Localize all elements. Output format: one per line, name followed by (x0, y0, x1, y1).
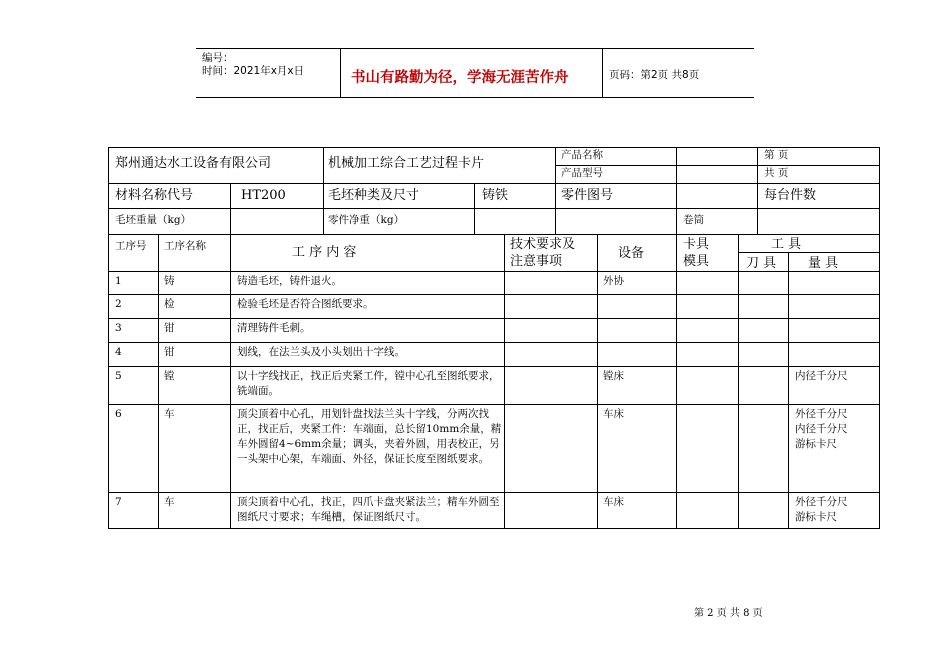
col-fixture-2: 模具 (683, 254, 710, 269)
grid-line (323, 183, 324, 209)
op-equipment: 镗床 (603, 370, 624, 382)
blank-weight-label: 毛坯重量（kg） (115, 214, 192, 226)
row-line (108, 294, 880, 295)
blank-type-label: 毛坯种类及尺寸 (328, 188, 420, 203)
grid-line (757, 208, 758, 235)
op-number: 1 (115, 275, 122, 287)
col-op-name: 工序名称 (164, 240, 206, 252)
gauge-item: 外径千分尺 (795, 496, 848, 508)
product-model-label: 产品型号 (561, 167, 603, 179)
per-unit-label: 每台件数 (764, 188, 817, 203)
op-content: 清理铸件毛刺。 (237, 322, 311, 334)
op-gauge (795, 369, 877, 384)
col-tools: 工 具 (771, 237, 802, 252)
row-line (108, 528, 880, 529)
gauge-item: 内径千分尺 (795, 423, 848, 435)
grid-line (597, 234, 598, 529)
grid-line (504, 234, 505, 529)
time-label: 时间：2021年x月x日 (202, 65, 305, 77)
grid-line (738, 234, 739, 529)
grid-line (474, 183, 475, 209)
grid-line (323, 208, 324, 235)
grid-line (757, 147, 758, 184)
col-tech-2: 注意事项 (510, 254, 563, 269)
op-number: 7 (115, 496, 122, 508)
op-name: 车 (164, 408, 175, 420)
op-number: 3 (115, 322, 122, 334)
header-meta (196, 49, 340, 97)
grid-line (676, 234, 677, 529)
row-line (108, 342, 880, 343)
op-content: 顶尖顶着中心孔，用划针盘找法兰头十字线，分两次找正，找正后，夹紧工件：车端面，总长留10mm余量，精车外圆留4~6mm余量；调头，夹着外圆，用表校正，另一头架中心架，车端面、外径，保证长度至图纸要求。 (237, 408, 502, 465)
op-number: 4 (115, 346, 122, 358)
page-label: 页码：第2页 共8页 (609, 69, 700, 81)
grid-line (555, 147, 556, 184)
col-content: 工 序 内 容 (292, 245, 357, 260)
op-content: 划线，在法兰头及小头划出十字线。 (237, 346, 405, 358)
op-content: 铸造毛坯，铸件退火。 (237, 275, 342, 287)
grid-line (555, 183, 556, 209)
card-title: 机械加工综合工艺过程卡片 (328, 156, 485, 171)
page-header (196, 48, 754, 98)
product-name-label: 产品名称 (561, 149, 603, 161)
right-border (879, 147, 880, 529)
gauge-item: 内径千分尺 (795, 370, 848, 382)
code-label: 编号： (202, 52, 234, 64)
tools-split-line (738, 252, 880, 253)
op-content: 以十字线找正，找正后夹紧工件，镗中心孔至图纸要求，铣端面。 (237, 370, 500, 397)
row-line (108, 366, 880, 367)
op-equipment: 外协 (603, 275, 624, 287)
roll-label: 卷筒 (683, 214, 704, 226)
op-number: 6 (115, 408, 122, 420)
grid-line (230, 208, 231, 235)
col-op-no: 工序号 (115, 240, 147, 252)
op-name: 镗 (164, 370, 175, 382)
gauge-item: 游标卡尺 (795, 511, 837, 523)
row-line (108, 492, 880, 493)
row-line (108, 271, 880, 272)
op-equipment: 车床 (603, 496, 624, 508)
row-line (108, 208, 880, 209)
op-content: 检验毛坯是否符合图纸要求。 (237, 298, 374, 310)
col-equipment: 设备 (618, 246, 645, 261)
material-label: 材料名称代号 (115, 188, 194, 203)
row-line (108, 318, 880, 319)
header-page-cell (602, 49, 755, 97)
op-name: 检 (164, 298, 175, 310)
row-line (108, 183, 880, 184)
op-content: 顶尖顶着中心孔，找正，四爪卡盘夹紧法兰；精车外圆至图纸尺寸要求；车绳槽，保证图纸尺寸。 (237, 496, 500, 523)
gauge-item: 游标卡尺 (795, 438, 837, 450)
col-tech-1: 技术要求及 (510, 237, 576, 252)
op-equipment: 车床 (603, 408, 624, 420)
col-fixture-1: 卡具 (683, 237, 710, 252)
motto: 书山有路勤为径，学海无涯苦作舟 (351, 69, 569, 86)
grid-line (676, 208, 677, 235)
grid-line (788, 252, 789, 529)
grid-line (757, 183, 758, 209)
grid-line (474, 208, 475, 235)
row-line (108, 404, 880, 405)
page-total-label: 共 页 (764, 167, 789, 179)
col-gauge: 量 具 (808, 256, 839, 271)
blank-type-value: 铸铁 (482, 188, 509, 203)
page-number-label: 第 页 (764, 149, 789, 161)
col-cutter: 刀 具 (746, 256, 777, 271)
op-name: 车 (164, 496, 175, 508)
part-drawing-label: 零件图号 (561, 188, 614, 203)
row-line (108, 234, 880, 235)
grid-line (676, 183, 677, 209)
op-gauge (795, 407, 877, 452)
op-name: 钳 (164, 346, 175, 358)
op-name: 钳 (164, 322, 175, 334)
net-weight-label: 零件净重（kg） (328, 214, 405, 226)
material-value: HT200 (241, 188, 286, 203)
op-gauge (795, 495, 877, 525)
grid-line (158, 234, 159, 529)
op-number: 2 (115, 298, 122, 310)
op-name: 铸 (164, 275, 175, 287)
gauge-item: 外径千分尺 (795, 408, 848, 420)
page-footer: 第 2 页 共 8 页 (694, 608, 763, 619)
left-border (108, 147, 109, 529)
grid-line (230, 183, 231, 209)
op-number: 5 (115, 370, 122, 382)
grid-line (676, 147, 677, 184)
grid-line (230, 234, 231, 529)
grid-line (323, 147, 324, 184)
company-name: 郑州通达水工设备有限公司 (115, 156, 272, 171)
grid-line (555, 208, 556, 235)
